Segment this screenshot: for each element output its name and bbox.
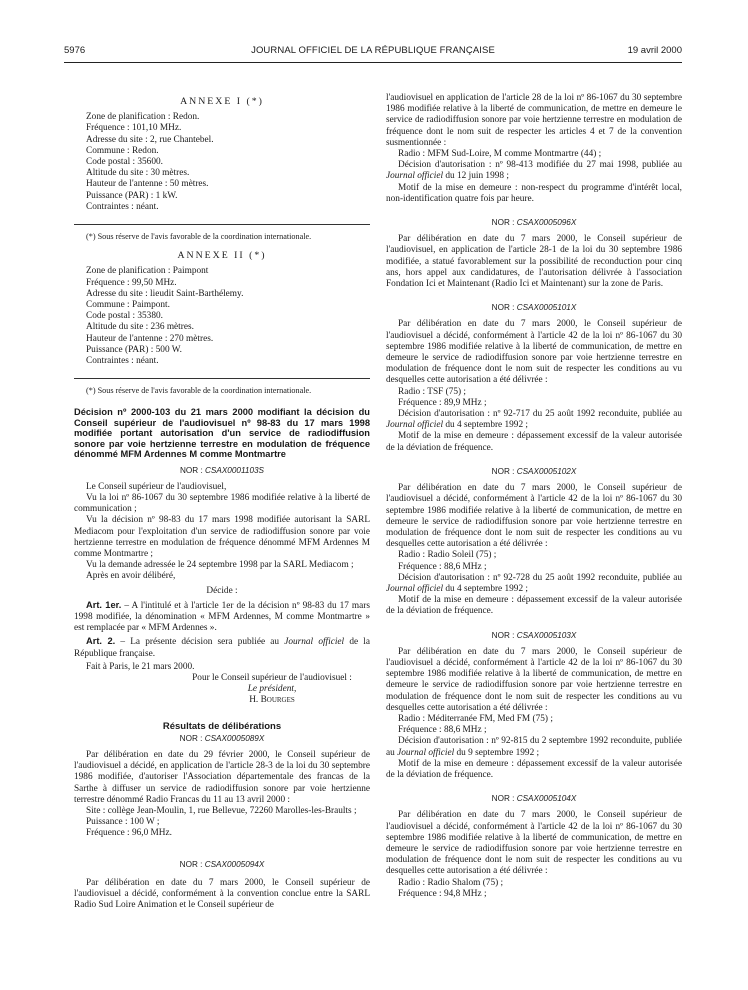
frequence-shalom: Fréquence : 94,8 MHz ;: [398, 888, 487, 899]
nor-label: NOR :: [491, 630, 515, 640]
journal-title: JOURNAL OFFICIEL DE LA RÉPUBLIQUE FRANÇAISE: [251, 45, 495, 56]
divider: [74, 224, 370, 225]
annexe-1-note: (*) Sous réserve de l'avis favorable de la coordination internationale.: [86, 232, 312, 242]
annexe-1-line: Contraintes : néant.: [86, 201, 159, 212]
nor-block-2: [386, 302, 682, 313]
paragraph-soleil: Par délibération en date du 7 mars 2000, le Conseil supérieur de l'audiovisuel a décidé, conformément à l'article 42 de la loi nº 86-1067 du 30 septembre 1986 modifiée relative à la liberté de communication, de mettre en demeure le service de radiodiffusion sonore par voie hertzienne terrestre en modulation de fréquence dont le nom suit de respecter les conditions au vu desquelles cette autorisation a été délivrée :: [386, 483, 682, 550]
preamble-line: Après en avoir délibéré,: [86, 571, 176, 582]
decision-nor: [74, 465, 370, 476]
continued-paragraph: l'audiovisuel en application de l'article 28 de la loi nº 86-1067 du 30 septembre 1986 modifiée relative à la liberté de communication, de mettre en demeure le service de radiodiffusion sonore par voie hertzienne terrestre en modulation de fréquence dont le nom suit de respecter les articles 4 et 7 de la convention susmentionnée :: [386, 93, 682, 148]
preamble-line: Le Conseil supérieur de l'audiovisuel,: [86, 481, 227, 492]
nor-code: CSAX0005104X: [516, 794, 577, 804]
annexe-2-note: (*) Sous réserve de l'avis favorable de la coordination internationale.: [86, 386, 312, 396]
annexe-2-list: [74, 266, 370, 367]
annexe-1-line: Puissance (PAR) : 1 kW.: [86, 190, 178, 201]
annexe-1-list: [74, 112, 370, 213]
annexe-2-line: Contraintes : néant.: [86, 356, 159, 367]
decision-text: Décision d'autorisation : nº 98-413 modifiée du 27 mai 1998, publiée au: [398, 160, 682, 171]
motif-tsf: Motif de la mise en demeure : dépassement excessif de la valeur autorisée de la déviation de fréquence.: [386, 431, 682, 453]
article-2: [74, 636, 370, 659]
left-column: [74, 92, 370, 911]
journal-name: Journal officiel: [386, 420, 444, 431]
nor-label: NOR :: [179, 465, 203, 475]
journal-name: Journal officiel: [386, 171, 444, 182]
nor-code: CSAX0005101X: [516, 303, 577, 313]
annexe-1-line: Altitude du site : 30 mètres.: [86, 168, 190, 179]
decision-mfm: [386, 160, 682, 182]
decision-text: du 12 juin 1998 ;: [443, 171, 509, 182]
decision-text: du 4 septembre 1992 ;: [443, 583, 529, 594]
radio-soleil: Radio : Radio Soleil (75) ;: [398, 550, 497, 561]
annexe-1-title: ANNEXE I (*): [180, 96, 264, 107]
paragraph-shalom: Par délibération en date du 7 mars 2000, le Conseil supérieur de l'audiovisuel a décidé, conformément à l'article 42 de la loi nº 86-1067 du 30 septembre 1986 modifiée relative à la liberté de communication, de mettre en demeure le service de radiodiffusion sonore par voie hertzienne terrestre en modulation de fréquence dont le nom suit de respecter les conditions au vu desquelles cette autorisation a été délivrée :: [386, 810, 682, 877]
nor-code: CSAX0005102X: [516, 466, 577, 476]
frequence-med: Fréquence : 88,6 MHz ;: [398, 725, 487, 736]
resultats-frequence: Fréquence : 96,0 MHz.: [86, 828, 172, 839]
radio-med: Radio : Méditerranée FM, Med FM (75) ;: [398, 713, 553, 724]
annexe-2-title: ANNEXE II (*): [177, 250, 267, 262]
resultats-title: Résultats de délibérations: [162, 720, 282, 732]
radio-shalom: Radio : Radio Shalom (75) ;: [398, 877, 504, 888]
annexe-2-line: Adresse du site : lieudit Saint-Barthélemy.: [86, 288, 244, 299]
article-2-text: de la République française.: [74, 637, 371, 659]
resultats-nor-2: [74, 859, 370, 870]
article-1-label: Art. 1er.: [86, 599, 122, 610]
nor-code: CSAX0005103X: [516, 630, 577, 640]
motif-med: Motif de la mise en demeure : dépassement excessif de la valeur autorisée de la déviation de fréquence.: [386, 758, 682, 780]
annexe-1-line: Code postal : 35600.: [86, 157, 163, 168]
header-rule: [64, 62, 682, 63]
paragraph-med: Par délibération en date du 7 mars 2000, le Conseil supérieur de l'audiovisuel a décidé, conformément à l'article 42 de la loi nº 86-1067 du 30 septembre 1986 modifiée relative à la liberté de communication, de mettre en demeure le service de radiodiffusion sonore par voie hertzienne terrestre en modulation de fréquence dont le nom suit de respecter les conditions au vu desquelles cette autorisation a été délivrée :: [386, 646, 682, 713]
paragraph-tsf: Par délibération en date du 7 mars 2000, le Conseil supérieur de l'audiovisuel a décidé, conformément à l'article 42 de la loi nº 86-1067 du 30 septembre 1986 modifiée relative à la liberté de communication, de mettre en demeure le service de radiodiffusion sonore par voie hertzienne terrestre en modulation de fréquence dont le nom suit de respecter les conditions au vu desquelles cette autorisation a été délivrée :: [386, 319, 682, 386]
decision-tsf: [386, 409, 682, 431]
decision-med: [386, 736, 682, 758]
frequence-tsf: Fréquence : 89,9 MHz ;: [398, 397, 487, 408]
decision-text: Décision d'autorisation : nº 92-728 du 25 août 1992 reconduite, publiée au: [398, 572, 682, 583]
page-number: 5976: [64, 45, 86, 56]
signature-role-text: Le président,: [247, 684, 297, 695]
preamble-line: Vu la loi nº 86-1067 du 30 septembre 1986 modifiée relative à la liberté de communication ;: [74, 492, 370, 515]
annexe-2-line: Zone de planification : Paimpont: [86, 266, 209, 277]
annexe-1-line: Commune : Redon.: [86, 145, 159, 156]
motif-mfm: Motif de la mise en demeure : non-respect du programme d'intérêt local, non-identification quatre fois par heure.: [386, 182, 682, 204]
decision-text: du 4 septembre 1992 ;: [443, 420, 529, 431]
annexe-1-line: Hauteur de l'antenne : 50 mètres.: [86, 179, 209, 190]
issue-date: 19 avril 2000: [627, 45, 682, 56]
nor-label: NOR :: [179, 733, 203, 743]
article-2-label: Art. 2.: [86, 636, 116, 647]
annexe-2-line: Altitude du site : 236 mètres.: [86, 322, 194, 333]
preamble-line: Vu la demande adressée le 24 septembre 1998 par la SARL Mediacom ;: [86, 560, 354, 571]
signature-name: H. Bourges: [249, 695, 295, 706]
signature-for: Pour le Conseil supérieur de l'audiovisuel :: [192, 672, 352, 683]
annexe-2-line: Fréquence : 99,50 MHz.: [86, 277, 177, 288]
right-column: [386, 93, 682, 900]
nor-label: NOR :: [491, 218, 515, 228]
preamble-line: Vu la décision nº 98-83 du 17 mars 1998 modifiée autorisant la SARL Mediacom pour l'exploitation d'un service de radiodiffusion sonore par voie hertzienne terrestre en modulation de fréquence dénommé MFM Ardennes M comme Montmartre ;: [74, 515, 370, 559]
nor-label: NOR :: [491, 466, 515, 476]
decision-text: Décision d'autorisation : nº 92-815 du 2 septembre 1992 reconduite, publiée au: [386, 736, 682, 758]
nor-label: NOR :: [179, 859, 203, 869]
nor-code: CSAX0005089X: [204, 733, 265, 743]
article-2-text: – La présente décision sera publiée au: [115, 637, 285, 648]
journal-name: Journal officiel: [284, 637, 345, 648]
signature-role: [74, 684, 370, 695]
nor-label: NOR :: [491, 303, 515, 313]
nor-label: NOR :: [491, 794, 515, 804]
article-1-text: – A l'intitulé et à l'article 1er de la décision nº 98-83 du 17 mars 1998 modifiée, la dénomination « MFM Ardennes, M comme Montmartre » est remplacée par « MFM Ardennes ».: [74, 600, 370, 634]
annexe-1-line: Fréquence : 101,10 MHz.: [86, 123, 182, 134]
resultats-paragraph: Par délibération en date du 29 février 2000, le Conseil supérieur de l'audiovisuel a décidé, en application de l'article 28-3 de la loi du 30 septembre 1986 modifiée, d'autoriser l'Association départementale des francas de la Sarthe à diffuser un service de radiodiffusion sonore par voie hertzienne terrestre dénommé Radio Francas du 11 au 13 avril 2000 :: [74, 749, 370, 805]
page-header: [64, 45, 682, 59]
place-date: Fait à Paris, le 21 mars 2000.: [86, 661, 195, 672]
resultats-site: Site : collège Jean-Moulin, 1, rue Bellevue, 72260 Marolles-les-Braults ;: [86, 805, 357, 816]
decision-text: Décision d'autorisation : nº 92-717 du 25 août 1992 reconduite, publiée au: [398, 409, 682, 420]
radio-mfm: Radio : MFM Sud-Loire, M comme Montmartre (44) ;: [398, 149, 602, 160]
nor-block-1: [386, 217, 682, 228]
annexe-2-line: Commune : Paimpont.: [86, 300, 170, 311]
resultats-puissance: Puissance : 100 W ;: [86, 817, 160, 828]
journal-name: Journal officiel: [397, 747, 455, 758]
nor-block-5: [386, 793, 682, 804]
radio-tsf: Radio : TSF (75) ;: [398, 386, 467, 397]
nor-block-3: [386, 466, 682, 477]
article-1: [74, 600, 370, 635]
annexe-2-line: Hauteur de l'antenne : 270 mètres.: [86, 333, 214, 344]
nor-code: CSAX0001103S: [205, 465, 265, 475]
nor-block-4: [386, 630, 682, 641]
decision-soleil: [386, 573, 682, 595]
nor-code: CSAX0005096X: [516, 218, 577, 228]
annexe-1-line: Adresse du site : 2, rue Chantebel.: [86, 134, 214, 145]
decision-title: Décision nº 2000-103 du 21 mars 2000 modifiant la décision du Conseil supérieur de l'audiovisuel nº 98-83 du 17 mars 1998 modifiée portant autorisation d'un service de radiodiffusion sonore par voie hertzienne terrestre en modulation de fréquence dénommé MFM Ardennes M comme Montmartre: [74, 407, 370, 460]
motif-soleil: Motif de la mise en demeure : dépassement excessif de la valeur autorisée de la déviation de fréquence.: [386, 595, 682, 617]
resultats-paragraph-2: Par délibération en date du 7 mars 2000, le Conseil supérieur de l'audiovisuel a décidé, conformément à la convention conclue entre la SARL Radio Sud Loire Animation et le Conseil supérieur de: [74, 877, 370, 911]
frequence-soleil: Fréquence : 88,6 MHz ;: [398, 561, 487, 572]
annexe-2-line: Code postal : 35380.: [86, 311, 163, 322]
annexe-1-line: Zone de planification : Redon.: [86, 112, 200, 123]
resultats-nor: [74, 733, 370, 744]
annexe-2-line: Puissance (PAR) : 500 W.: [86, 344, 182, 355]
paragraph-paris: Par délibération en date du 7 mars 2000, le Conseil supérieur de l'audiovisuel, en application de l'article 28-1 de la loi du 30 septembre 1986 modifiée, a statué favorablement sur la possibilité de reconduction pour cinq ans, hors appel aux candidatures, de l'autorisation délivrée à l'association Fondation Ici et Maintenant (Radio Ici et Maintenant) sur la zone de Paris.: [386, 234, 682, 290]
journal-name: Journal officiel: [386, 583, 444, 594]
decision-text: du 9 septembre 1992 ;: [454, 747, 540, 758]
divider: [74, 378, 370, 379]
nor-code: CSAX0005094X: [204, 859, 265, 869]
decide-label: Décide :: [206, 585, 238, 596]
